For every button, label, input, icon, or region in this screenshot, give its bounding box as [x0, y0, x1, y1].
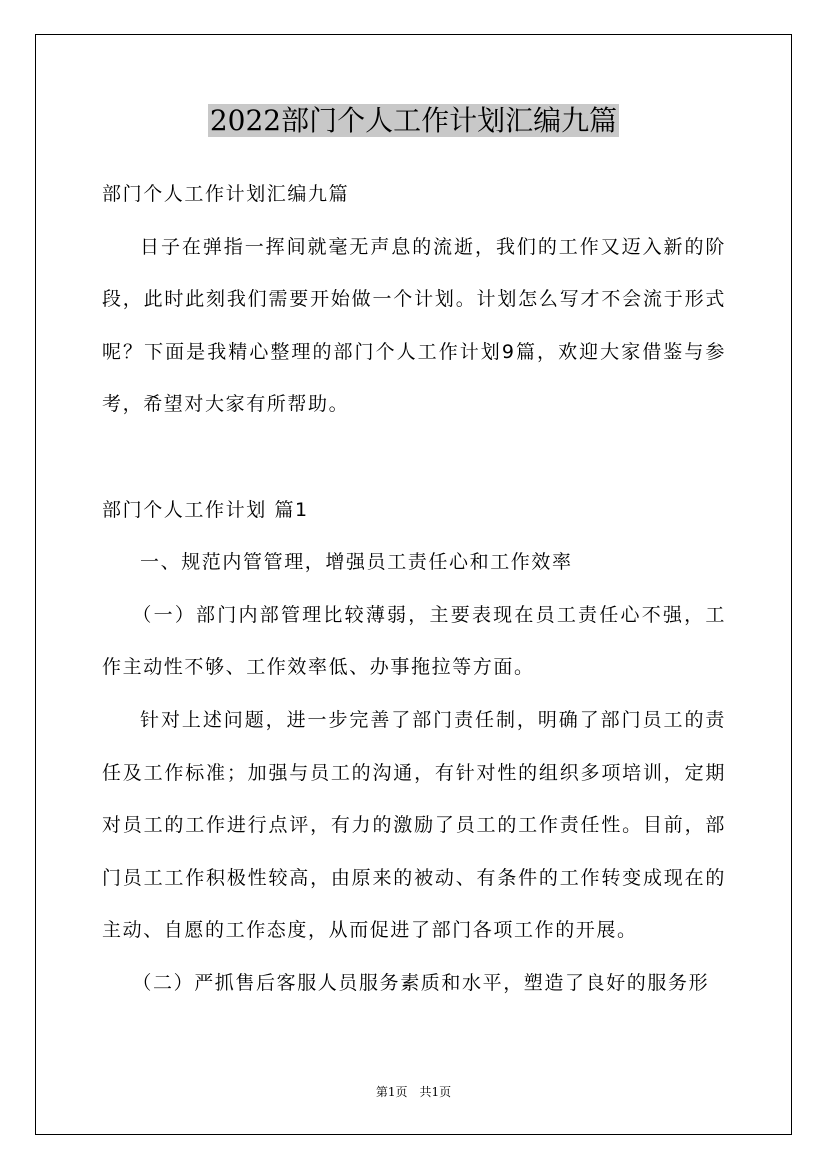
item-one-paragraph: （一）部门内部管理比较薄弱，主要表现在员工责任心不强，工作主动性不够、工作效率低、办事拖拉等方面。: [102, 603, 726, 679]
document-body: [102, 168, 726, 1010]
document-title: [0, 100, 827, 142]
intro-paragraph: 日子在弹指一挥间就毫无声息的流逝，我们的工作又迈入新的阶段，此时此刻我们需要开始做一个计划。计划怎么写才不会流于形式呢？下面是我精心整理的部门个人工作计划9篇，欢迎大家借鉴与参考，希望对大家有所帮助。: [102, 235, 726, 416]
section-heading: 部门个人工作计划 篇1: [102, 498, 309, 521]
document-title-text: 2022部门个人工作计划汇编九篇: [209, 104, 618, 137]
item-two-paragraph: （二）严抓售后客服人员服务素质和水平，塑造了良好的服务形: [132, 971, 710, 994]
point-one-heading: 一、规范内管管理，增强员工责任心和工作效率: [140, 551, 573, 574]
page-number: 第1页 共1页: [375, 1085, 452, 1099]
measures-paragraph: 针对上述问题，进一步完善了部门责任制，明确了部门员工的责任及工作标准；加强与员工的沟通，有针对性的组织多项培训，定期对员工的工作进行点评，有力的激励了员工的工作责任性。目前，部门员工工作积极性较高，由原来的被动、有条件的工作转变成现在的主动、自愿的工作态度，从而促进了部门各项工作的开展。: [102, 708, 726, 942]
section-spacer: [102, 431, 726, 484]
document-subtitle: 部门个人工作计划汇编九篇: [102, 183, 350, 205]
page-footer: [0, 1084, 827, 1100]
